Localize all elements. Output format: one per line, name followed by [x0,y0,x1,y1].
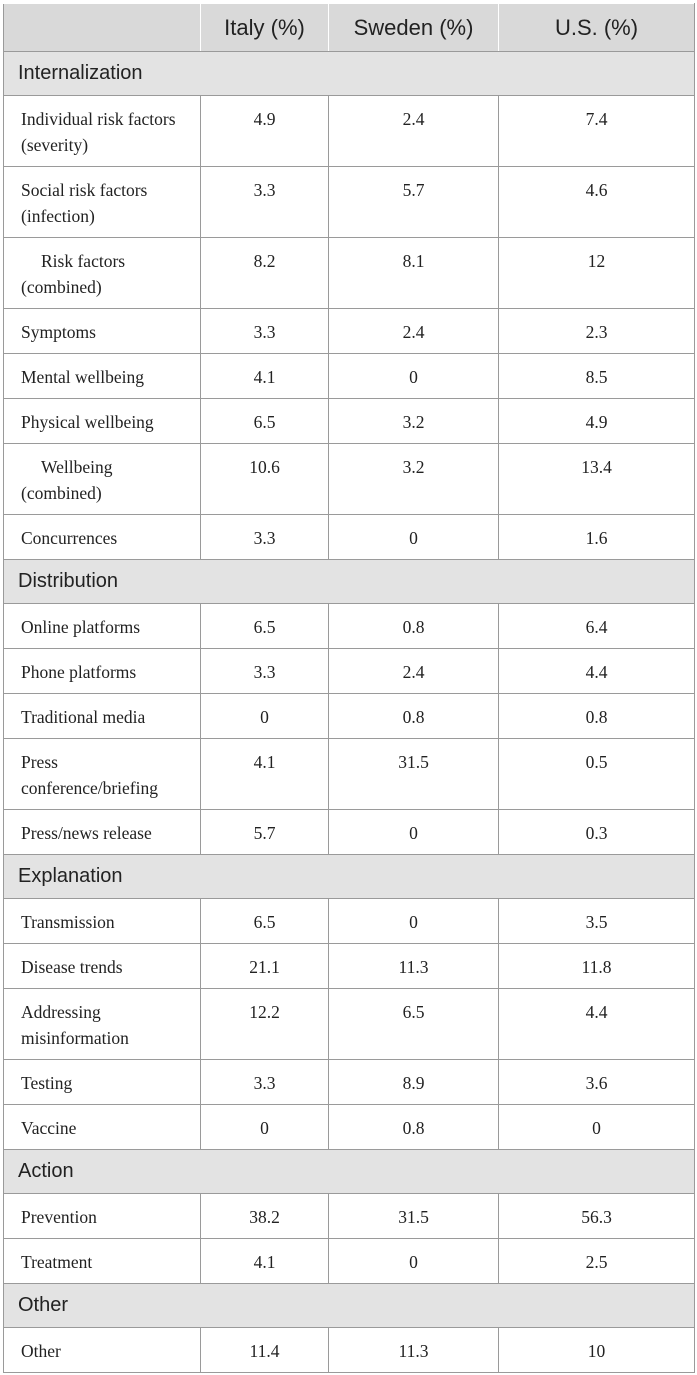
row-label: Concurrences [4,515,201,560]
cell-sweden: 2.4 [329,649,499,694]
row-label: Disease trends [4,944,201,989]
cell-us: 13.4 [499,444,695,515]
cell-sweden: 5.7 [329,167,499,238]
header-row [4,4,695,52]
section-row-distribution [4,560,695,604]
cell-sweden: 0.8 [329,1105,499,1150]
cell-sweden: 31.5 [329,739,499,810]
cell-sweden: 2.4 [329,96,499,167]
cell-sweden: 0.8 [329,694,499,739]
cell-italy: 6.5 [201,899,329,944]
cell-us: 11.8 [499,944,695,989]
row-label: Social risk factors (infection) [4,167,201,238]
cell-italy: 11.4 [201,1328,329,1373]
table-row [4,444,695,515]
table-row [4,899,695,944]
cell-italy: 5.7 [201,810,329,855]
row-label: Online platforms [4,604,201,649]
cell-italy: 3.3 [201,167,329,238]
cell-italy: 3.3 [201,649,329,694]
table-row [4,1328,695,1373]
cell-sweden: 0 [329,354,499,399]
cell-sweden: 31.5 [329,1194,499,1239]
row-label: Testing [4,1060,201,1105]
table-row [4,167,695,238]
table-row [4,399,695,444]
cell-italy: 21.1 [201,944,329,989]
table-row [4,1239,695,1284]
cell-us: 2.5 [499,1239,695,1284]
row-label: Risk factors (combined) [4,238,201,309]
cell-italy: 4.9 [201,96,329,167]
row-label: Wellbeing (combined) [4,444,201,515]
cell-us: 56.3 [499,1194,695,1239]
cell-sweden: 8.9 [329,1060,499,1105]
row-label: Mental wellbeing [4,354,201,399]
data-table-container [3,3,694,1373]
cell-italy: 12.2 [201,989,329,1060]
cell-us: 6.4 [499,604,695,649]
cell-italy: 6.5 [201,604,329,649]
cell-us: 0.8 [499,694,695,739]
cell-italy: 0 [201,1105,329,1150]
cell-sweden: 11.3 [329,1328,499,1373]
cell-italy: 3.3 [201,515,329,560]
section-title: Internalization [4,52,695,96]
cell-sweden: 3.2 [329,399,499,444]
cell-us: 2.3 [499,309,695,354]
cell-us: 1.6 [499,515,695,560]
table-row [4,1060,695,1105]
cell-sweden: 11.3 [329,944,499,989]
cell-us: 4.6 [499,167,695,238]
data-table [3,3,695,1373]
header-us: U.S. (%) [499,4,695,52]
cell-sweden: 2.4 [329,309,499,354]
row-label: Other [4,1328,201,1373]
section-title: Action [4,1150,695,1194]
cell-us: 8.5 [499,354,695,399]
row-label: Traditional media [4,694,201,739]
cell-us: 4.4 [499,649,695,694]
table-row [4,649,695,694]
table-row [4,96,695,167]
table-row [4,1194,695,1239]
cell-italy: 10.6 [201,444,329,515]
section-title: Distribution [4,560,695,604]
cell-italy: 3.3 [201,309,329,354]
table-row [4,515,695,560]
table-row [4,944,695,989]
cell-us: 4.4 [499,989,695,1060]
cell-italy: 38.2 [201,1194,329,1239]
table-row [4,694,695,739]
cell-italy: 4.1 [201,1239,329,1284]
cell-us: 0.3 [499,810,695,855]
table-row [4,739,695,810]
section-row-action [4,1150,695,1194]
cell-italy: 6.5 [201,399,329,444]
cell-italy: 4.1 [201,739,329,810]
row-label: Press/news release [4,810,201,855]
cell-us: 7.4 [499,96,695,167]
cell-italy: 8.2 [201,238,329,309]
cell-us: 3.5 [499,899,695,944]
table-row [4,604,695,649]
header-italy: Italy (%) [201,4,329,52]
row-label: Treatment [4,1239,201,1284]
row-label: Prevention [4,1194,201,1239]
section-row-explanation [4,855,695,899]
section-row-other [4,1284,695,1328]
row-label: Transmission [4,899,201,944]
cell-us: 3.6 [499,1060,695,1105]
cell-us: 10 [499,1328,695,1373]
header-blank [4,4,201,52]
cell-us: 0 [499,1105,695,1150]
cell-us: 12 [499,238,695,309]
table-row [4,354,695,399]
cell-sweden: 0 [329,810,499,855]
row-label: Vaccine [4,1105,201,1150]
table-row [4,810,695,855]
cell-sweden: 0 [329,899,499,944]
row-label: Symptoms [4,309,201,354]
section-title: Explanation [4,855,695,899]
cell-sweden: 8.1 [329,238,499,309]
cell-sweden: 0 [329,1239,499,1284]
section-row-internalization [4,52,695,96]
cell-us: 4.9 [499,399,695,444]
row-label: Addressing misinformation [4,989,201,1060]
header-sweden: Sweden (%) [329,4,499,52]
cell-italy: 0 [201,694,329,739]
row-label: Individual risk factors (severity) [4,96,201,167]
table-row [4,989,695,1060]
table-row [4,238,695,309]
section-title: Other [4,1284,695,1328]
cell-sweden: 0.8 [329,604,499,649]
cell-italy: 3.3 [201,1060,329,1105]
table-row [4,309,695,354]
cell-italy: 4.1 [201,354,329,399]
row-label: Phone platforms [4,649,201,694]
cell-us: 0.5 [499,739,695,810]
row-label: Physical wellbeing [4,399,201,444]
row-label: Press conference/briefing [4,739,201,810]
table-row [4,1105,695,1150]
cell-sweden: 0 [329,515,499,560]
cell-sweden: 3.2 [329,444,499,515]
cell-sweden: 6.5 [329,989,499,1060]
